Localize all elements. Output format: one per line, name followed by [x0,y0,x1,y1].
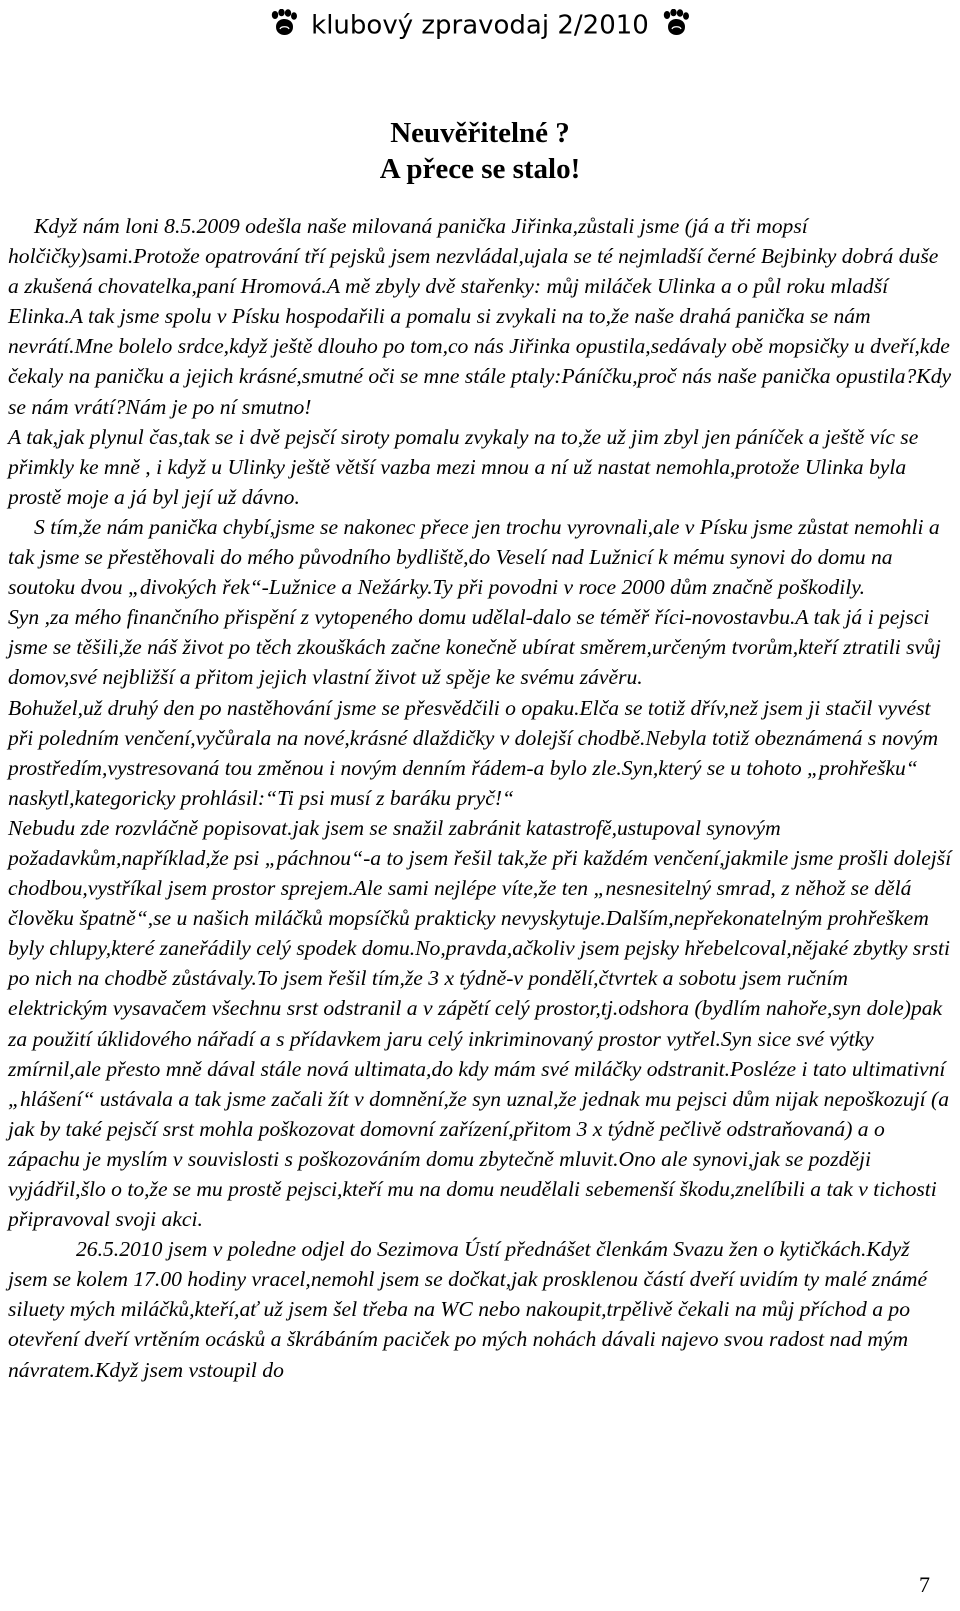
article-paragraph: Syn ,za mého finančního přispění z vytopeného domu udělal-dalo se téměř říci-novostavbu.A tak já i pejsci jsme se těšili,že náš život po těch zkouškách začne konečně ubírat směrem,určeným tvorům,kteří ztratili svůj domov,své nejbližší a přitom jejich vlastní život už spěje ke svému závěru. [8,605,941,690]
article-paragraph: A tak,jak plynul čas,tak se i dvě pejsčí siroty pomalu zvykaly na to,že už jim zbyl jen páníček a ještě víc se přimkly ke mně , i když u Ulinky ještě větší vazba mezi mnou a ní už nastat nemohla,protože Ulinka byla prostě moje a já byl její už dávno. [8,424,919,509]
article-paragraph: 26.5.2010 jsem v poledne odjel do Sezimova Ústí přednášet členkám Svazu žen o kytičkách.Když jsem se kolem 17.00 hodiny vracel,nemohl jsem se dočkat,jak prosklenou částí dveří uvidím ty malé známé siluety mých miláčků,kteří,ať už jsem šel třeba na WC nebo nakoupit,trpělivě čekali na můj příchod a po otevření dveří vrtěním ocásků a škrábáním paciček po mých nohách dávali najevo svou radost nad mým návratem.Když jsem vstoupil do [8,1237,928,1382]
article-paragraph: Nebudu zde rozvláčně popisovat.jak jsem se snažil zabránit katastrofě,ustupoval synovým požadavkům,například,že psi „páchnou“-a to jsem řešil tak,že při každém venčení,jakmile jsme prošli dolejší chodbou,vystříkal jsem prostor sprejem.Ale sami nejlépe víte,že ten „nesnesitelný smrad, z něhož se dělá člověku špatně“,se u našich miláčků mopsíčků prakticky nevyskytuje.Dalším,nepřekonatelným prohřeškem byly chlupy,které zaneřádily celý spodek domu.No,pravda,ačkoliv jsem pejsky hřebelcoval,nějaké zbytky srsti po nich na chodbě zůstávaly.To jsem řešil tím,že 3 x týdně-v pondělí,čtvrtek a sobotu jsem ručním elektrickým vysavačem všechnu srst odstranil a v zápětí celý prostor,tj.odshora (bydlím nahoře,syn dole)pak za použití úklidového nářadí a s přídavkem jaru celý inkriminovaný prostor vytřel.Syn sice své výtky zmírnil,ale přesto mně dával stále nová ultimata,do kdy mám své miláčky odstranit.Posléze i tato ultimativní „hlášení“ ustávala a tak jsme začali žít v domnění,že syn uznal,že jednak mu pejsci dům nijak nepoškozují (a jak by také pejsčí srst mohla poškozovat domovní zařízení,přitom 3 x týdně pečlivě odstraňovaná) a o zápachu je myslím v souvislosti s poškozováním domu zbytečně mluvit.Ono ale synovi,jak se později vyjádřil,šlo o to,že se mu prostě pejsci,kteří mu na domu neudělali sebemenší škodu,znelíbili a tak v tichosti připravoval svoji akci. [8,815,952,1232]
article-paragraph: Bohužel,už druhý den po nastěhování jsme se přesvědčili o opaku.Elča se totiž dřív,než jsem ji stačil vyvést při poledním venčení,vyčůrala na nové,krásné dlaždičky v dolejší chodbě.Nebyla totiž obeznámená s novým prostředím,vystresovaná tou změnou i novým denním řádem-a bylo zle.Syn,který se u tohoto „prohřešku“ naskytl,kategoricky prohlásil:“Ti psi musí z baráku pryč!“ [8,695,939,810]
page-number: 7 [919,1572,930,1597]
paw-print-icon [661,9,691,37]
article-paragraph: Když nám loni 8.5.2009 odešla naše milovaná panička Jiřinka,zůstali jsme (já a tři mopsí holčičky)sami.Protože opatrování tří pejsků jsem nezvládal,ujala se té nejmladší černé Bejbinky dobrá duše a zkušená chovatelka,paní Hromová.A mě zbyly dvě stařenky: můj miláček Ulinka a o půl roku mladší Elinka.A tak jsme spolu v Písku hospodařili a pomalu si zvykali na to,že naše drahá panička se nám nevrátí.Mne bolelo srdce,když ještě dlouho po tom,co nás Jiřinka opustila,sedávaly obě mopsičky u dveří,kde čekaly na paničku a jejich krásné,smutné oči se mne stále ptaly:Páníčku,proč nás naše panička opustila?Kdy se nám vrátí?Nám je po ní smutno! [8,214,952,419]
article-title-line-1: Neuvěřitelné ? [390,117,570,149]
article-title-line-2: A přece se stalo! [379,153,581,185]
article-body [8,211,952,1385]
newsletter-title: klubový zpravodaj 2/2010 [311,10,649,41]
newsletter-header [0,6,960,45]
paw-print-icon [269,9,299,37]
article-title [0,115,960,187]
article-paragraph: S tím,že nám panička chybí,jsme se nakonec přece jen trochu vyrovnali,ale v Písku jsme zůstat nemohli a tak jsme se přestěhovali do mého původního bydliště,do Veselí nad Lužnicí k mému synovi do domu na soutoku dvou „divokých řek“-Lužnice a Nežárky.Ty při povodni v roce 2000 dům značně poškodily. [8,514,940,600]
